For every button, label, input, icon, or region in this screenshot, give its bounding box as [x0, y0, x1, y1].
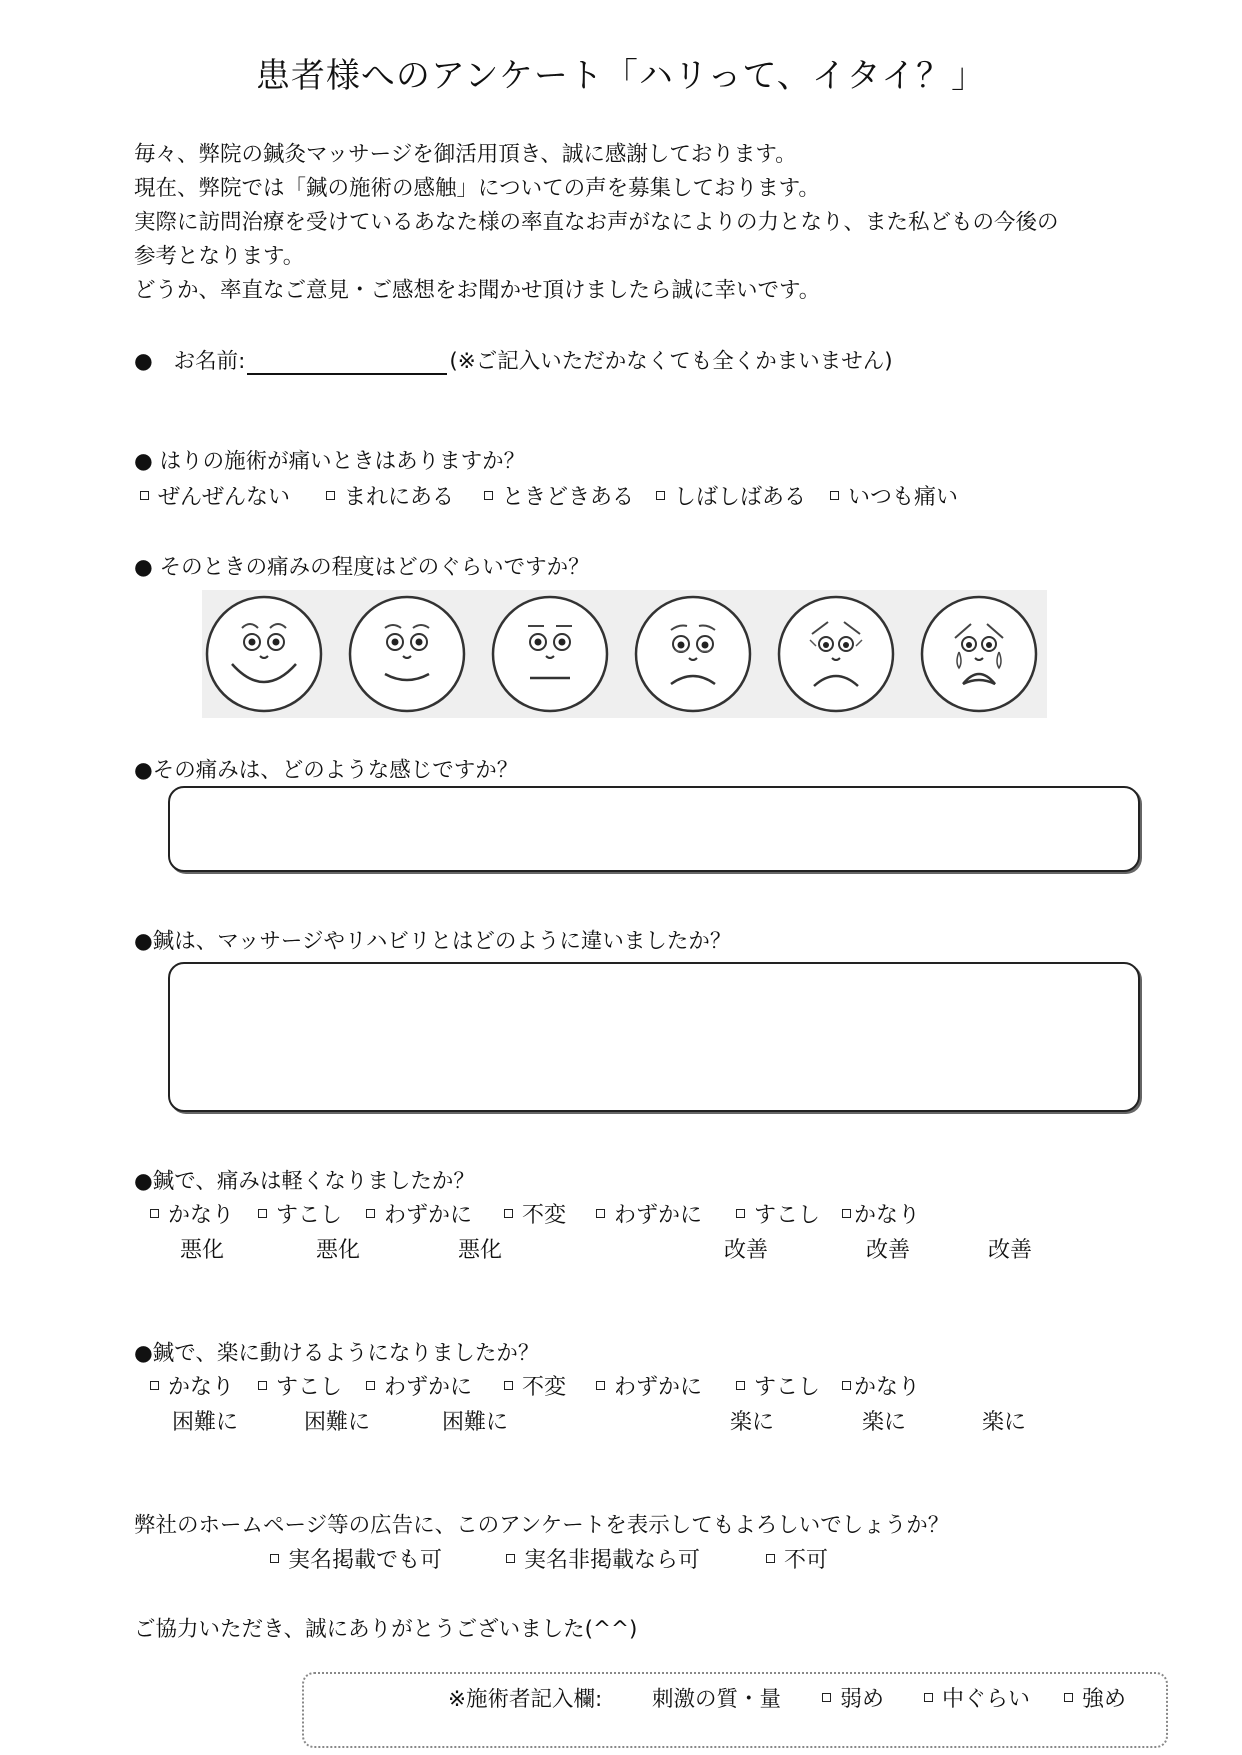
option-medium[interactable]	[924, 1682, 1030, 1713]
sad-face-icon[interactable]	[636, 597, 750, 711]
option-label: すこし	[276, 1375, 343, 1400]
checkbox[interactable]	[830, 491, 839, 500]
option-strong[interactable]	[1064, 1682, 1126, 1713]
option-slightly-worse[interactable]	[258, 1198, 342, 1229]
option-often[interactable]	[656, 480, 806, 511]
checkbox[interactable]	[596, 1381, 605, 1390]
option-label: 弱め	[840, 1687, 885, 1712]
intro-line: どうか、率直なご意見・ご感想をお聞かせ頂けましたら誠に幸いです。	[134, 278, 821, 303]
option-label: まれにある	[344, 485, 455, 510]
checkbox[interactable]	[326, 491, 335, 500]
sublabel: 悪化	[180, 1238, 225, 1263]
crying-face-icon[interactable]	[922, 597, 1036, 711]
practitioner-label: ※施術者記入欄:	[448, 1687, 603, 1712]
option-label: 実名掲載でも可	[288, 1548, 443, 1573]
name-note: (※ご記入いただかなくても全くかまいません)	[449, 349, 893, 374]
option-real-name-ok[interactable]	[270, 1543, 442, 1574]
option-not-allowed[interactable]	[766, 1543, 828, 1574]
sublabel: 困難に	[304, 1410, 371, 1435]
intro-line: 参考となります。	[134, 244, 305, 269]
question-mobility: ●鍼で、楽に動けるようになりましたか？	[134, 1341, 540, 1366]
option-label: かなり	[168, 1375, 235, 1400]
checkbox[interactable]	[258, 1381, 267, 1390]
option-barely-worse[interactable]	[366, 1198, 472, 1229]
checkbox[interactable]	[504, 1381, 513, 1390]
sublabel: 楽に	[730, 1410, 775, 1435]
option-label: すこし	[754, 1375, 821, 1400]
checkbox[interactable]	[842, 1209, 851, 1218]
option-label: 不変	[522, 1375, 567, 1400]
sublabel: 楽に	[862, 1410, 907, 1435]
checkbox[interactable]	[656, 491, 665, 500]
option-label: すこし	[276, 1203, 343, 1228]
checkbox[interactable]	[822, 1693, 831, 1702]
option-label: いつも痛い	[848, 485, 959, 510]
option-label: かなり	[854, 1203, 921, 1228]
checkbox[interactable]	[140, 491, 149, 500]
checkbox[interactable]	[842, 1381, 851, 1390]
option-label: かなり	[168, 1203, 235, 1228]
difference-textarea[interactable]	[168, 962, 1140, 1112]
checkbox[interactable]	[766, 1554, 775, 1563]
checkbox[interactable]	[366, 1381, 375, 1390]
sublabel: 楽に	[982, 1410, 1027, 1435]
option-never[interactable]	[140, 480, 290, 511]
sublabel: 困難に	[442, 1410, 509, 1435]
intro-text	[134, 138, 1059, 308]
checkbox[interactable]	[596, 1209, 605, 1218]
sublabel: 悪化	[458, 1238, 503, 1263]
option-label: ときどきある	[502, 485, 635, 510]
sublabel: 改善	[866, 1238, 911, 1263]
checkbox[interactable]	[366, 1209, 375, 1218]
name-row	[134, 344, 893, 375]
option-no-change[interactable]	[504, 1198, 566, 1229]
thanks-text: ご協力いただき、誠にありがとうございました(^^)	[134, 1617, 638, 1642]
page-title: 患者様へのアンケート「ハリって、イタイ？」	[255, 56, 987, 96]
sublabel: 改善	[724, 1238, 769, 1263]
checkbox[interactable]	[736, 1381, 745, 1390]
checkbox[interactable]	[484, 491, 493, 500]
option-label: 不変	[522, 1203, 567, 1228]
option-label: 実名非掲載なら可	[524, 1548, 701, 1573]
option-label: わずかに	[384, 1203, 473, 1228]
option-slightly-harder[interactable]	[258, 1370, 342, 1401]
worried-face-icon[interactable]	[779, 597, 893, 711]
option-much-better[interactable]	[842, 1198, 920, 1229]
question-pain-frequency: ● はりの施術が痛いときはありますか？	[134, 449, 526, 474]
question-publish-consent: 弊社のホームページ等の広告に、このアンケートを表示してもよろしいでしょうか？	[134, 1513, 950, 1538]
name-label: お名前:	[173, 349, 246, 374]
option-barely-easier[interactable]	[596, 1370, 702, 1401]
option-label: わずかに	[384, 1375, 473, 1400]
checkbox[interactable]	[150, 1209, 159, 1218]
question-pain-level: ● そのときの痛みの程度はどのぐらいですか？	[134, 555, 590, 580]
pain-feeling-textarea[interactable]	[168, 786, 1140, 872]
option-label: 中ぐらい	[942, 1687, 1031, 1712]
checkbox[interactable]	[736, 1209, 745, 1218]
sublabel: 困難に	[172, 1410, 239, 1435]
checkbox[interactable]	[506, 1554, 515, 1563]
option-barely-better[interactable]	[596, 1198, 702, 1229]
name-input[interactable]	[247, 351, 447, 375]
option-much-worse[interactable]	[150, 1198, 234, 1229]
happy-face-icon[interactable]	[207, 597, 321, 711]
intro-line: 毎々、弊院の鍼灸マッサージを御活用頂き、誠に感謝しております。	[134, 142, 797, 167]
option-always[interactable]	[830, 480, 958, 511]
stimulus-field-label: 刺激の質・量	[652, 1687, 782, 1712]
question-pain-feeling: ●その痛みは、どのような感じですか？	[134, 758, 519, 783]
option-barely-harder[interactable]	[366, 1370, 472, 1401]
intro-line: 実際に訪問治療を受けているあなた様の率直なお声がなによりの力となり、また私どもの今後の	[134, 210, 1059, 235]
option-anonymous-ok[interactable]	[506, 1543, 700, 1574]
sublabel: 悪化	[316, 1238, 361, 1263]
smile-face-icon[interactable]	[350, 597, 464, 711]
option-much-harder[interactable]	[150, 1370, 234, 1401]
option-no-change[interactable]	[504, 1370, 566, 1401]
neutral-face-icon[interactable]	[493, 597, 607, 711]
option-label: しばしばある	[674, 485, 807, 510]
option-rarely[interactable]	[326, 480, 454, 511]
option-label: すこし	[754, 1203, 821, 1228]
checkbox[interactable]	[1064, 1693, 1073, 1702]
option-slightly-easier[interactable]	[736, 1370, 820, 1401]
checkbox[interactable]	[150, 1381, 159, 1390]
option-much-easier[interactable]	[842, 1370, 920, 1401]
option-label: ぜんぜんない	[158, 485, 291, 510]
question-difference: ●鍼は、マッサージやリハビリとはどのように違いましたか？	[134, 929, 732, 954]
sublabel: 改善	[988, 1238, 1033, 1263]
option-label: わずかに	[614, 1375, 703, 1400]
option-label: 強め	[1082, 1687, 1127, 1712]
option-slightly-better[interactable]	[736, 1198, 820, 1229]
bullet: ●	[134, 349, 153, 374]
checkbox[interactable]	[270, 1554, 279, 1563]
option-label: 不可	[784, 1548, 829, 1573]
option-label: かなり	[854, 1375, 921, 1400]
checkbox[interactable]	[258, 1209, 267, 1218]
checkbox[interactable]	[924, 1693, 933, 1702]
option-weak[interactable]	[822, 1682, 884, 1713]
option-sometimes[interactable]	[484, 480, 634, 511]
option-label: わずかに	[614, 1203, 703, 1228]
intro-line: 現在、弊院では「鍼の施術の感触」についての声を募集しております。	[134, 176, 820, 201]
checkbox[interactable]	[504, 1209, 513, 1218]
pain-scale-faces	[202, 590, 1047, 718]
question-pain-relief: ●鍼で、痛みは軽くなりましたか？	[134, 1169, 475, 1194]
